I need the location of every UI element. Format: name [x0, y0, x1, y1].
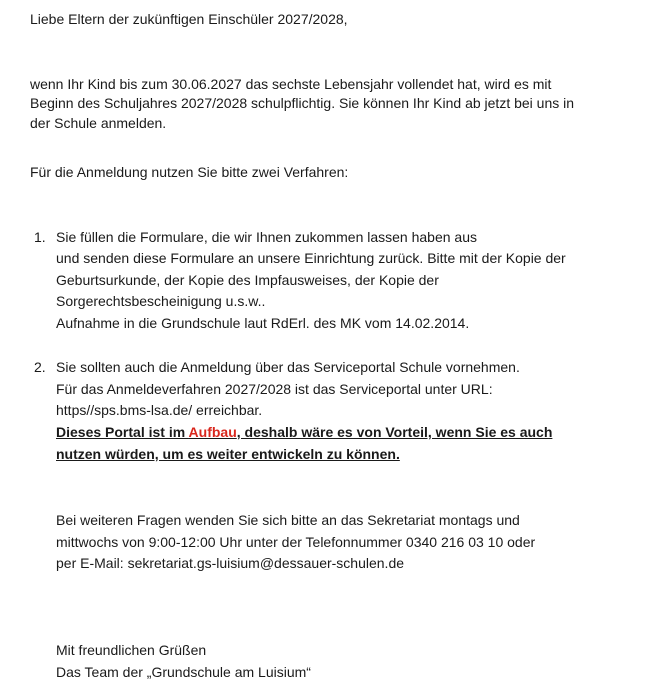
list-number-2: 2.: [34, 359, 46, 375]
portal-notice-after: , deshalb wäre es von Vorteil, wenn Sie es auch: [236, 424, 553, 440]
portal-notice-red-word: Aufbau: [188, 424, 237, 440]
portal-notice-line-2: nutzen würden, um es weiter entwickeln zu können.: [56, 446, 400, 462]
intro-line-3: der Schule anmelden.: [30, 115, 167, 131]
closing-signature: Das Team der „Grundschule am Luisium“: [56, 664, 311, 680]
list-item-1-line-2: und senden diese Formulare an unsere Einrichtung zurück. Bitte mit der Kopie der: [56, 250, 566, 266]
intro-line-2: Beginn des Schuljahres 2027/2028 schulpflichtig. Sie können Ihr Kind ab jetzt bei uns in: [30, 95, 575, 111]
list-item-1-line-1: Sie füllen die Formulare, die wir Ihnen zukommen lassen haben aus: [56, 229, 478, 245]
list-item-2-line-3: https//sps.bms-lsa.de/ erreichbar.: [56, 402, 263, 418]
list-item-1-line-5: Aufnahme in die Grundschule laut RdErl. des MK vom 14.02.2014.: [56, 315, 470, 331]
contact-line-3: per E-Mail: sekretariat.gs-luisium@dessauer-schulen.de: [56, 555, 405, 571]
list-item-2-line-2: Für das Anmeldeverfahren 2027/2028 ist das Serviceportal unter URL:: [56, 381, 493, 397]
portal-notice-before: Dieses Portal ist im: [56, 424, 189, 440]
contact-line-1: Bei weiteren Fragen wenden Sie sich bitte an das Sekretariat montags und: [56, 512, 520, 528]
greeting: Liebe Eltern der zukünftigen Einschüler 2027/2028,: [30, 11, 348, 27]
list-item-2-line-1: Sie sollten auch die Anmeldung über das Serviceportal Schule vornehmen.: [56, 359, 520, 375]
contact-line-2: mittwochs von 9:00-12:00 Uhr unter der Telefonnummer 0340 216 03 10 oder: [56, 534, 536, 550]
list-item-1-line-4: Sorgerechtsbescheinigung u.s.w..: [56, 293, 266, 309]
list-item-1-line-3: Geburtsurkunde, der Kopie des Impfausweises, der Kopie der: [56, 272, 439, 288]
intro-line-1: wenn Ihr Kind bis zum 30.06.2027 das sechste Lebensjahr vollendet hat, wird es mit: [30, 76, 552, 92]
closing-greeting: Mit freundlichen Grüßen: [56, 642, 207, 658]
portal-notice-line-1: [56, 422, 552, 442]
list-number-1: 1.: [34, 229, 46, 245]
procedures-intro: Für die Anmeldung nutzen Sie bitte zwei Verfahren:: [30, 164, 349, 180]
